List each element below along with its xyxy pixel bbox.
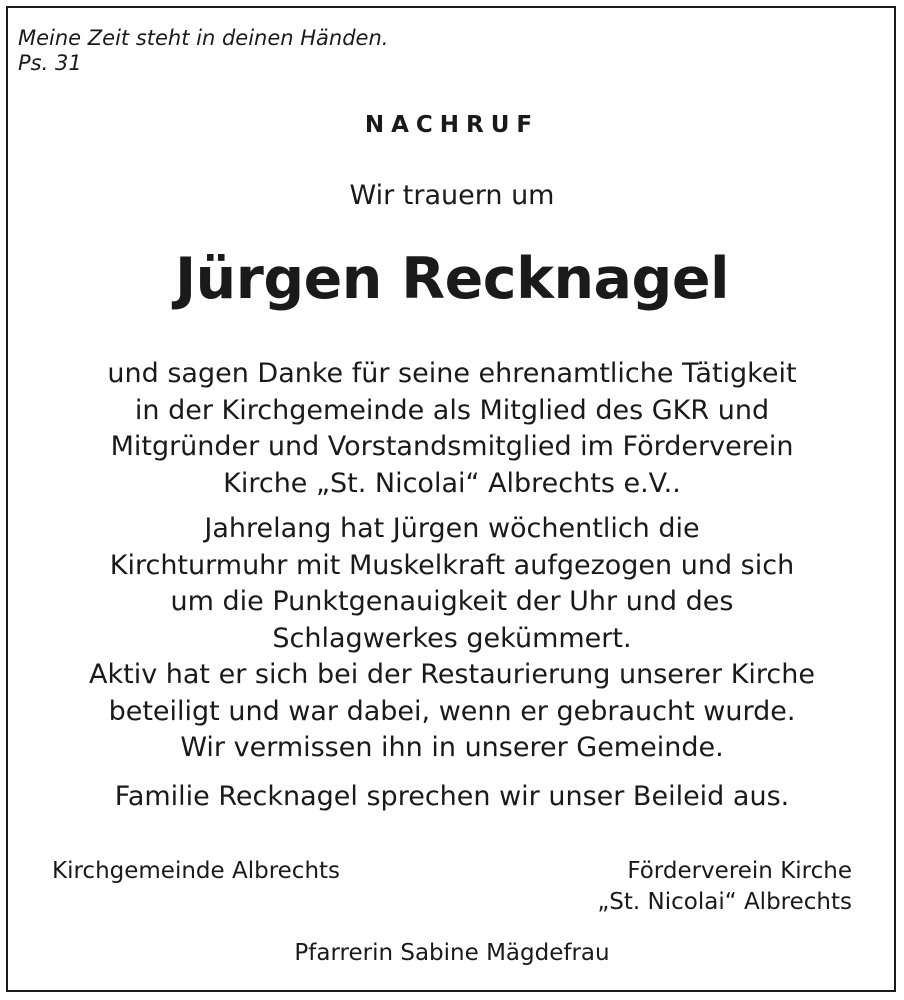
signature-line: Förderverein Kirche bbox=[627, 858, 852, 884]
paragraph-line: Kirchturmuhr mit Muskelkraft aufgezogen und sich bbox=[109, 549, 795, 581]
signature-church-community: Kirchgemeinde Albrechts bbox=[52, 858, 341, 884]
motto-reference: Ps. 31 bbox=[18, 51, 82, 75]
paragraph-line: Wir vermissen ihn in unserer Gemeinde. bbox=[180, 732, 724, 763]
signature-line: „St. Nicolai“ Albrechts bbox=[597, 889, 852, 915]
bible-motto bbox=[18, 26, 388, 76]
paragraph-line: Aktiv hat er sich bei der Restaurierung unserer Kirche bbox=[89, 659, 815, 690]
signature-support-association bbox=[597, 856, 852, 918]
gratitude-paragraph bbox=[0, 356, 904, 502]
paragraph-line: Jahrelang hat Jürgen wöchentlich die bbox=[204, 513, 700, 544]
paragraph-line: und sagen Danke für seine ehrenamtliche Tätigkeit bbox=[107, 358, 797, 389]
condolence-paragraph: Familie Recknagel sprechen wir unser Beileid aus. bbox=[114, 781, 790, 812]
intro-text: Wir trauern um bbox=[349, 180, 555, 211]
motto-quote: Meine Zeit steht in deinen Händen. bbox=[18, 26, 389, 50]
paragraph-line: Kirche „St. Nicolai“ Albrechts e.V.. bbox=[223, 467, 681, 499]
paragraph-line: um die Punktgenauigkeit der Uhr und des bbox=[170, 586, 734, 617]
paragraph-line: Mitgründer und Vorstandsmitglied im Förderverein bbox=[110, 431, 794, 462]
signature-pastor: Pfarrerin Sabine Mägdefrau bbox=[294, 940, 610, 966]
deceased-name: Jürgen Recknagel bbox=[174, 246, 730, 312]
paragraph-line: Schlagwerkes gekümmert. bbox=[272, 622, 632, 654]
tribute-paragraph bbox=[0, 511, 904, 767]
paragraph-line: beteiligt und war dabei, wenn er gebraucht wurde. bbox=[108, 695, 796, 727]
paragraph-line: in der Kirchgemeinde als Mitglied des GKR und bbox=[134, 394, 770, 426]
obituary-heading: NACHRUF bbox=[364, 112, 540, 138]
